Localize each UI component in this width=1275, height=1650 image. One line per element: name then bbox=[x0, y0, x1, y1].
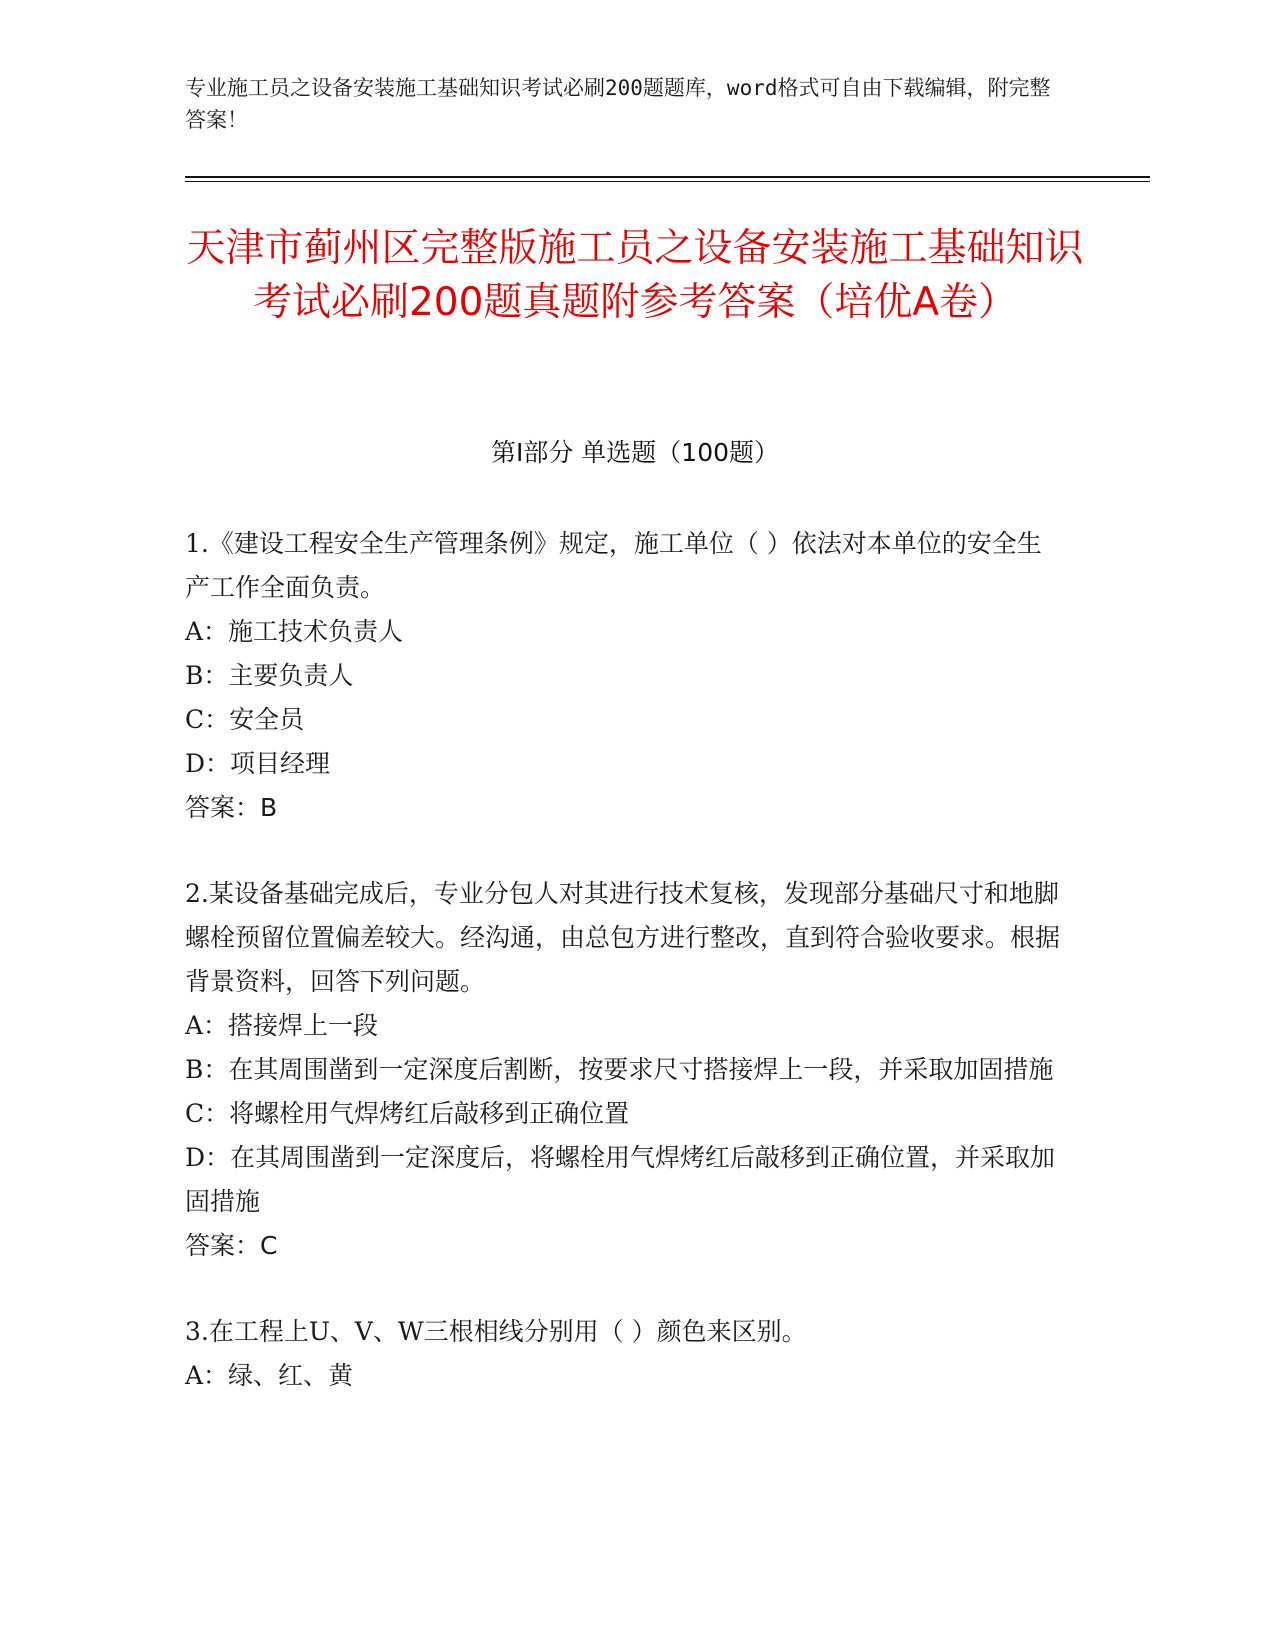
option-d: D：项目经理 bbox=[185, 749, 331, 778]
question-3 bbox=[185, 1310, 1065, 1398]
option-c: C：安全员 bbox=[185, 705, 305, 734]
question-stem: 3.在工程上U、V、W三根相线分别用（ ）颜色来区别。 bbox=[185, 1317, 807, 1346]
question-list bbox=[185, 522, 1065, 1440]
option-d: D：在其周围凿到一定深度后，将螺栓用气焊烤红后敲移到正确位置，并采取加固措施 bbox=[185, 1143, 1056, 1216]
header-rule-thick bbox=[185, 176, 1150, 178]
question-stem: 2.某设备基础完成后，专业分包人对其进行技术复核，发现部分基础尺寸和地脚螺栓预留位置偏差较大。经沟通，由总包方进行整改，直到符合验收要求。根据背景资料，回答下列问题。 bbox=[185, 879, 1061, 996]
question-1 bbox=[185, 522, 1065, 830]
answer: 答案：B bbox=[185, 793, 278, 822]
option-a: A：搭接焊上一段 bbox=[185, 1011, 379, 1040]
question-stem: 1.《建设工程安全生产管理条例》规定，施工单位（ ）依法对本单位的安全生产工作全面负责。 bbox=[185, 529, 1042, 602]
document-title: 天津市蓟州区完整版施工员之设备安装施工基础知识考试必刷200题真题附参考答案（培优A卷） bbox=[186, 226, 1084, 325]
question-2 bbox=[185, 872, 1065, 1268]
option-c: C：将螺栓用气焊烤红后敲移到正确位置 bbox=[185, 1099, 630, 1128]
header-note: 专业施工员之设备安装施工基础知识考试必刷200题题库，word格式可自由下载编辑，附完整答案！ bbox=[185, 76, 1051, 132]
section-title: 第I部分 单选题（100题） bbox=[490, 438, 780, 467]
header-rule-thin bbox=[185, 181, 1150, 182]
answer: 答案：C bbox=[185, 1231, 278, 1260]
option-a: A：施工技术负责人 bbox=[185, 617, 404, 646]
option-b: B：在其周围凿到一定深度后割断，按要求尺寸搭接焊上一段，并采取加固措施 bbox=[185, 1055, 1054, 1084]
option-b: B：主要负责人 bbox=[185, 661, 354, 690]
option-a: A：绿、红、黄 bbox=[185, 1361, 354, 1390]
